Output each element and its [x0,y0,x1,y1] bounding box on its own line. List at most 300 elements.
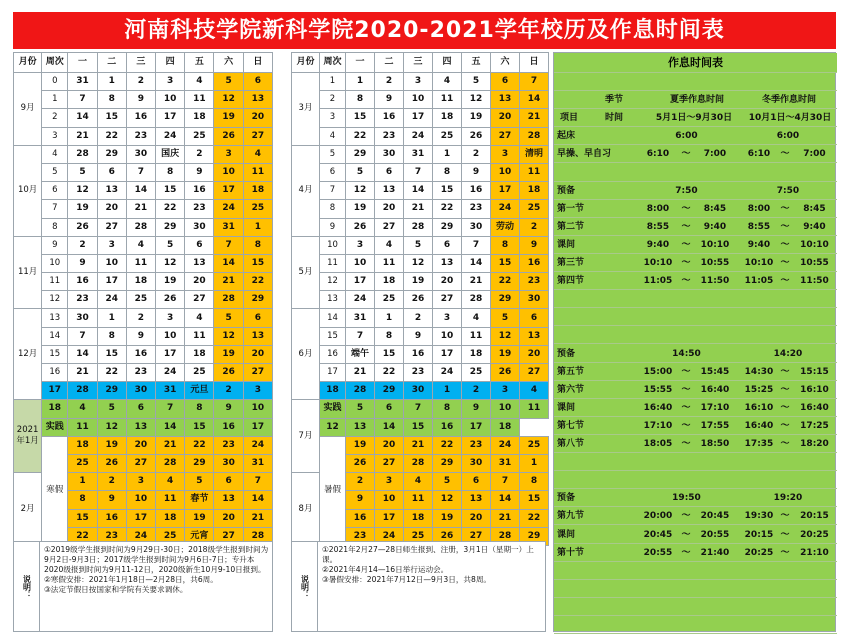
day-cell: 23 [520,273,549,291]
summer-start: 17:10 [643,420,673,431]
summer-time: 7:50 [675,185,698,196]
day-cell: 8 [97,91,126,109]
day-cell: 9 [126,91,155,109]
day-cell: 14 [214,254,243,272]
day-cell: 2 [462,382,491,400]
day-cell: 13 [126,418,155,436]
calendar-row [292,73,549,91]
day-cell: 22 [68,527,97,545]
day-cell: 18 [520,182,549,200]
calendar-row [292,418,549,436]
calendar-row [292,145,549,163]
day-cell: 21 [491,509,520,527]
week-number: 13 [42,309,68,327]
winter-start: 16:10 [744,402,774,413]
week-number: 11 [320,254,346,272]
tilde: ～ [681,258,691,268]
day-cell: 17 [433,345,462,363]
day-cell: 8 [185,400,214,418]
day-cell: 28 [404,454,433,472]
day-cell: 19 [97,436,126,454]
day-cell: 12 [462,91,491,109]
calendar-row [292,91,549,109]
schedule-row [554,345,837,363]
day-cell: 27 [126,454,155,472]
day-cell: 8 [97,327,126,345]
day-cell: 2 [346,473,375,491]
day-cell: 24 [375,527,404,545]
calendar-row [292,163,549,181]
week-number: 15 [42,345,68,363]
day-cell: 24 [214,200,243,218]
day-cell: 12 [214,327,243,345]
tilde: ～ [681,547,691,558]
day-cell: 28 [346,382,375,400]
schedule-item: 第七节 [557,420,585,431]
day-cell: 3 [375,473,404,491]
schedule-panel [553,52,836,632]
schedule-item: 起床 [557,131,576,142]
tilde: ～ [681,439,691,449]
day-cell: 22 [156,200,185,218]
note-line: ①2021年2月27—28日师生报到、注册，3月1日（星期一）上课。 [322,545,534,564]
day-cell: 12 [68,182,97,200]
calendar-row [14,163,273,181]
day-cell: 27 [214,527,243,545]
day-cell: 9 [404,327,433,345]
day-cell: 22 [433,436,462,454]
calendar-first-semester [13,52,273,546]
day-cell: 24 [491,436,520,454]
day-cell: 26 [346,218,375,236]
weekday-header: 三 [126,53,155,73]
summer-end: 11:50 [700,276,730,287]
day-cell: 7 [404,400,433,418]
day-cell: 9 [346,491,375,509]
schedule-row [554,290,837,308]
tilde: ～ [681,384,691,395]
day-cell: 15 [491,254,520,272]
week-number: 1 [320,73,346,91]
tilde: ～ [681,402,691,413]
schedule-item: 第四节 [557,276,585,287]
day-cell: 7 [243,473,272,491]
day-cell: 29 [375,382,404,400]
day-cell: 29 [346,145,375,163]
week-number: 7 [42,200,68,218]
day-cell: 17 [404,109,433,127]
week-number: 2 [320,91,346,109]
week-number: 15 [320,327,346,345]
day-cell: 15 [185,418,214,436]
schedule-row [554,399,837,417]
winter-time: 19:20 [773,493,803,504]
weekday-header: 日 [243,53,272,73]
day-cell: 7 [491,473,520,491]
schedule-item: 第五节 [557,366,585,377]
day-cell: 31 [214,218,243,236]
day-cell: 1 [68,473,97,491]
tilde: ～ [780,276,790,287]
day-cell: 23 [185,200,214,218]
week-number: 14 [42,327,68,345]
day-cell: 15 [433,182,462,200]
day-cell: 29 [433,218,462,236]
calendar-row [14,218,273,236]
calendar-row [292,200,549,218]
week-number: 3 [42,127,68,145]
day-cell: 2 [68,236,97,254]
day-cell: 9 [68,254,97,272]
day-cell: 2 [126,309,155,327]
summer-time: 14:50 [672,348,701,359]
day-cell: 11 [375,254,404,272]
day-cell: 19 [185,509,214,527]
day-cell: 8 [156,163,185,181]
calendar-second-semester [291,52,549,546]
schedule-item: 第六节 [557,384,585,395]
day-cell: 10 [126,491,155,509]
day-cell: 28 [68,145,97,163]
day-cell: 1 [346,73,375,91]
day-cell: 12 [156,254,185,272]
calendar-row [14,254,273,272]
day-cell: 5 [346,163,375,181]
schedule-item: 第二节 [557,221,585,232]
day-cell: 17 [462,418,491,436]
calendar-row [292,436,549,454]
winter-end: 10:10 [800,239,829,250]
day-cell: 18 [491,418,520,436]
winter-start: 19:30 [744,511,774,522]
day-cell: 25 [404,527,433,545]
summer-end: 10:10 [700,239,730,250]
day-cell: 16 [404,345,433,363]
day-cell: 16 [375,109,404,127]
tilde: ～ [681,420,691,431]
day-cell: 2 [97,473,126,491]
day-cell: 24 [433,364,462,382]
day-cell: 23 [68,291,97,309]
day-cell: 29 [491,291,520,309]
day-cell: 20 [126,436,155,454]
calendar-row [292,327,549,345]
day-cell: 28 [462,291,491,309]
calendar-row [14,291,273,309]
day-cell: 9 [97,491,126,509]
calendar-row [14,91,273,109]
schedule-row [554,254,837,272]
week-number: 8 [320,200,346,218]
day-cell: 26 [156,291,185,309]
schedule-item: 课间 [557,239,576,250]
month-label: 2月 [14,473,42,546]
calendar-row [14,236,273,254]
day-cell: 4 [462,309,491,327]
week-number: 2 [42,109,68,127]
schedule-row [554,236,837,254]
day-cell: 25 [126,291,155,309]
day-cell: 30 [214,454,243,472]
day-cell: 7 [68,91,97,109]
schedule-row [554,200,837,218]
day-cell: 4 [375,236,404,254]
day-cell: 4 [126,236,155,254]
day-cell: 16 [462,182,491,200]
day-cell: 元旦 [185,382,214,400]
day-cell: 2 [520,218,549,236]
day-cell: 6 [491,73,520,91]
day-cell: 10 [491,163,520,181]
day-cell: 23 [214,436,243,454]
winter-end: 20:15 [800,511,829,522]
month-label: 6月 [292,309,320,400]
winter-start: 14:30 [744,366,774,377]
day-cell: 23 [462,436,491,454]
day-cell: 13 [214,491,243,509]
day-cell: 30 [68,309,97,327]
day-cell: 29 [520,527,549,545]
tilde: ～ [681,221,691,232]
tilde: ～ [780,239,790,250]
day-cell: 6 [126,400,155,418]
summer-start: 9:40 [646,239,670,250]
tilde: ～ [780,258,790,268]
schedule-row [554,73,837,91]
winter-start: 17:35 [744,439,774,449]
summer-time: 6:00 [675,131,698,142]
notes-label: 说明： [14,542,40,631]
calendar-row [14,109,273,127]
calendar-row [292,218,549,236]
day-cell: 5 [346,400,375,418]
calendar-row [14,145,273,163]
week-number: 18 [320,382,346,400]
day-cell: 9 [520,236,549,254]
summer-start: 15:55 [643,384,673,395]
day-cell: 29 [433,454,462,472]
notes-label: 说明： [292,542,318,631]
calendar-row [14,127,273,145]
day-cell: 21 [243,509,272,527]
day-cell: 1 [433,145,462,163]
calendar-row [14,273,273,291]
day-cell: 15 [97,109,126,127]
day-cell: 11 [68,418,97,436]
schedule-item: 预备 [557,185,576,196]
schedule-row [554,471,837,489]
day-cell: 10 [156,91,185,109]
day-cell: 29 [97,382,126,400]
day-cell: 29 [185,454,214,472]
day-cell: 31 [346,309,375,327]
day-cell: 20 [491,109,520,127]
schedule-row [554,127,837,145]
schedule-row [554,218,837,236]
schedule-row [554,580,837,598]
schedule-row [554,145,837,163]
winter-end: 16:10 [800,384,829,395]
calendar-row [14,327,273,345]
schedule-row [554,363,837,381]
day-cell: 3 [404,73,433,91]
tilde: ～ [681,203,691,214]
winter-start: 6:10 [747,149,771,160]
day-cell: 26 [404,291,433,309]
winter-end: 20:25 [800,529,829,540]
day-cell: 24 [243,436,272,454]
day-cell: 元宵 [185,527,214,545]
day-cell: 16 [126,109,155,127]
day-cell: 7 [214,236,243,254]
week-number: 6 [42,182,68,200]
day-cell: 20 [375,200,404,218]
weekday-header: 一 [68,53,97,73]
note-line: ②寒假安排：2021年1月18日—2月28日，共6周。 [44,575,218,584]
day-cell: 3 [491,145,520,163]
calendar-row [14,182,273,200]
day-cell: 11 [520,400,549,418]
calendar-row [14,364,273,382]
day-cell: 2 [126,73,155,91]
schedule-item: 第一节 [557,203,585,214]
day-cell: 21 [462,273,491,291]
day-cell: 25 [375,291,404,309]
day-cell: 17 [375,509,404,527]
summer-start: 18:05 [643,439,673,449]
day-cell: 23 [346,527,375,545]
week-number: 10 [320,236,346,254]
schedule-item: 第九节 [557,511,585,522]
day-cell: 15 [404,418,433,436]
day-cell: 19 [214,345,243,363]
summer-range: 5月1日～9月30日 [655,113,733,124]
day-cell: 30 [404,382,433,400]
weekday-header: 四 [156,53,185,73]
calendar-row [14,309,273,327]
schedule-row [554,435,837,453]
day-cell: 11 [243,163,272,181]
schedule-row [554,164,837,182]
weekday-header: 一 [346,53,375,73]
schedule-row [554,562,837,580]
page-title: 河南科技学院新科学院2020-2021学年校历及作息时间表 [13,12,836,49]
day-cell: 13 [97,182,126,200]
day-cell: 21 [404,200,433,218]
day-cell: 13 [491,91,520,109]
week-number: 13 [320,291,346,309]
day-cell: 15 [346,109,375,127]
day-cell: 13 [346,418,375,436]
calendar-row [14,200,273,218]
day-cell: 13 [243,327,272,345]
day-cell: 27 [433,291,462,309]
summer-start: 20:00 [643,511,673,522]
day-cell: 7 [462,236,491,254]
day-cell: 16 [68,273,97,291]
day-cell: 4 [433,73,462,91]
schedule-row [554,326,837,344]
weekday-header: 六 [491,53,520,73]
schedule-row [554,272,837,290]
day-cell: 3 [433,309,462,327]
day-cell: 3 [491,382,520,400]
day-cell: 5 [97,400,126,418]
week-number: 实践 [42,418,68,436]
summer-start: 11:05 [643,276,673,287]
day-cell: 24 [491,200,520,218]
week-number: 14 [320,309,346,327]
day-cell: 21 [520,109,549,127]
summer-end: 17:55 [700,420,730,431]
day-cell: 25 [520,436,549,454]
day-cell: 12 [320,418,346,436]
summer-start: 20:45 [643,529,673,540]
day-cell: 10 [433,327,462,345]
day-cell: 31 [491,454,520,472]
schedule-row [554,182,837,200]
calendar-row [14,436,273,454]
winter-header: 冬季作息时间 [761,95,816,106]
day-cell: 18 [68,436,97,454]
day-cell: 20 [185,273,214,291]
winter-start: 16:40 [744,420,774,431]
day-cell: 19 [346,200,375,218]
day-cell: 9 [462,163,491,181]
day-cell: 16 [97,509,126,527]
day-cell: 3 [156,309,185,327]
month-label: 2021年1月 [14,400,42,473]
day-cell: 5 [491,309,520,327]
tilde: ～ [681,529,691,540]
day-cell: 5 [404,236,433,254]
month-header: 月份 [292,53,320,73]
schedule-row [554,598,837,616]
day-cell: 19 [433,509,462,527]
day-cell: 31 [404,145,433,163]
day-cell: 21 [404,436,433,454]
day-cell: 14 [68,345,97,363]
day-cell: 15 [375,345,404,363]
day-cell: 3 [97,236,126,254]
day-cell: 5 [156,236,185,254]
summer-end: 21:40 [700,547,730,558]
day-cell: 27 [520,364,549,382]
day-cell: 25 [462,364,491,382]
summer-start: 15:00 [643,366,673,377]
summer-end: 7:00 [703,149,727,160]
day-cell: 20 [462,509,491,527]
summer-start: 8:00 [646,203,670,214]
tilde: ～ [780,420,790,431]
day-cell: 3 [243,382,272,400]
day-cell: 28 [68,382,97,400]
day-cell: 6 [433,236,462,254]
day-cell: 5 [214,309,243,327]
weekday-header: 三 [404,53,433,73]
day-cell: 16 [520,254,549,272]
day-cell: 22 [97,364,126,382]
day-cell: 26 [68,218,97,236]
winter-start: 8:00 [747,203,771,214]
tilde: ～ [780,203,790,214]
day-cell: 20 [433,273,462,291]
day-cell: 30 [462,218,491,236]
day-cell: 4 [185,73,214,91]
day-cell: 20 [214,509,243,527]
day-cell: 17 [214,182,243,200]
note-line: ③法定节假日按国家和学院有关要求调休。 [44,585,188,594]
